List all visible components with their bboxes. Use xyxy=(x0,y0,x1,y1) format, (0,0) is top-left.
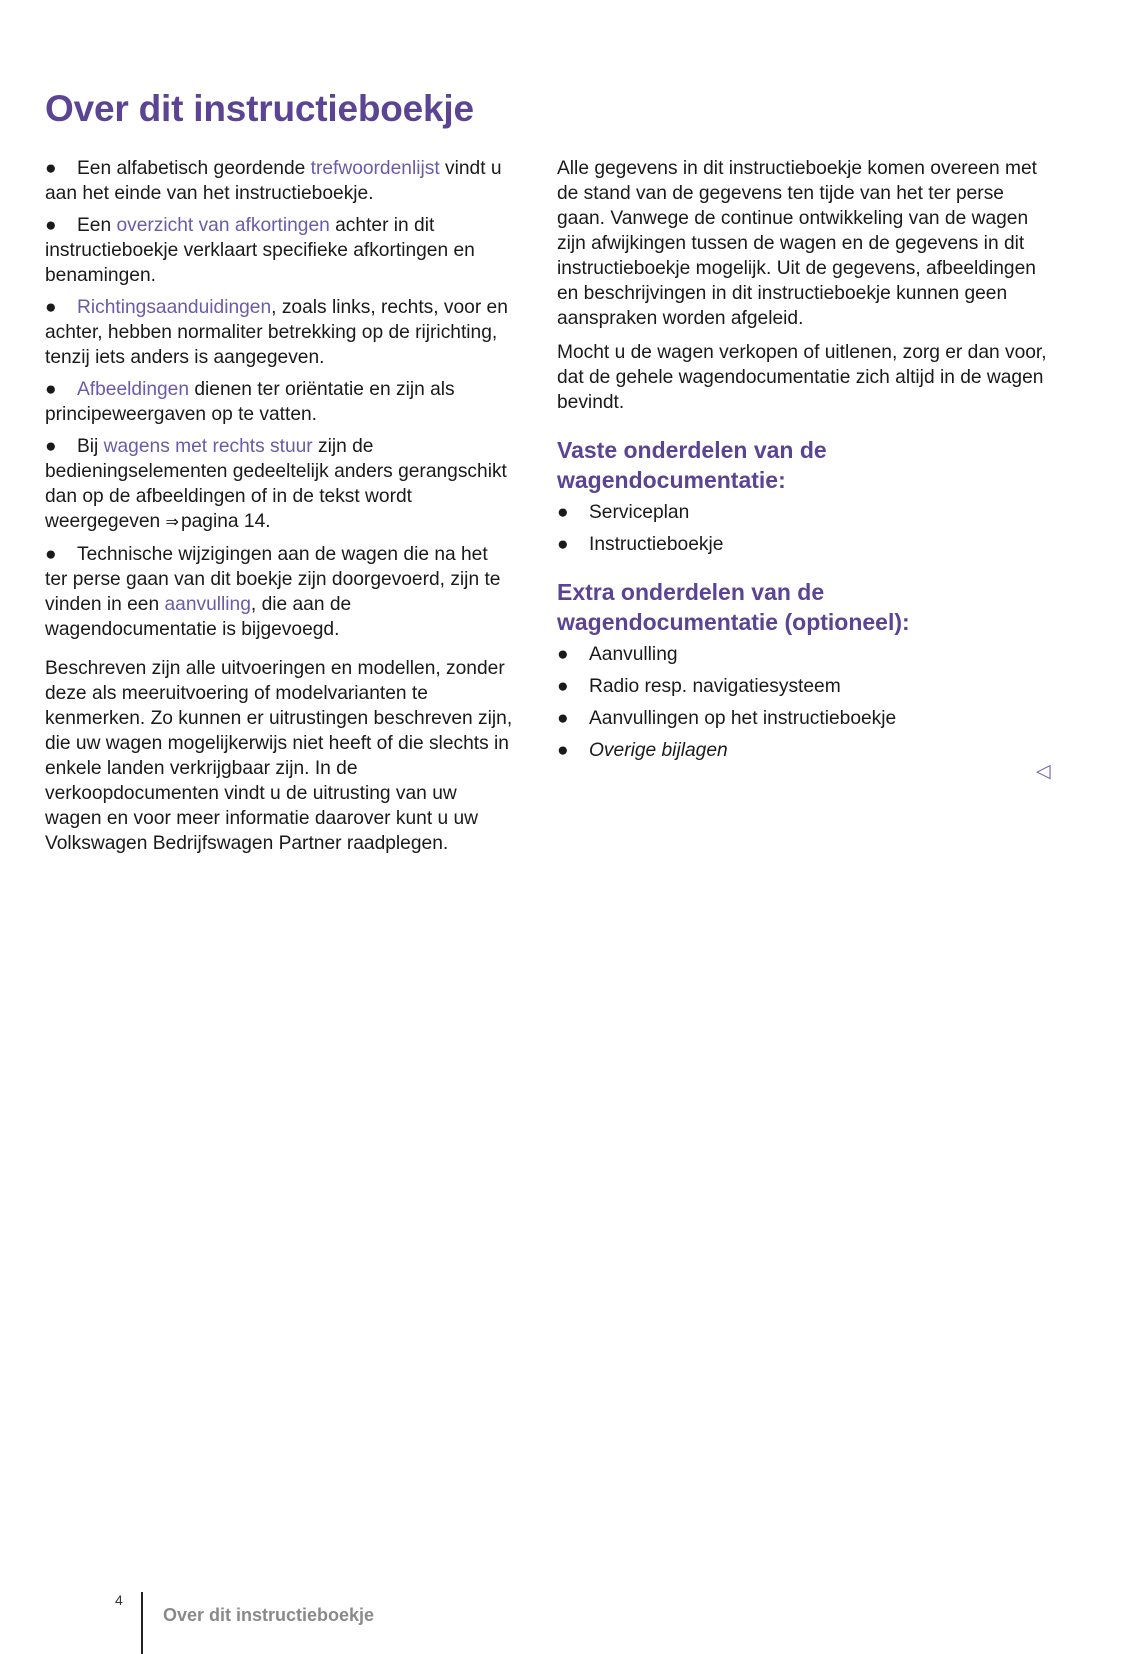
body-paragraph: Mocht u de wagen verkopen of uitlenen, zorg er dan voor, dat de gehele wagendocumentatie zich altijd in de wagen bevindt. xyxy=(557,342,1047,413)
bullet-dot: ● xyxy=(557,534,569,555)
bullet-text: vindt u aan het einde van het instructieboekje. xyxy=(45,158,502,204)
page-reference[interactable]: pagina 14. xyxy=(180,511,271,532)
bullet-dot: ● xyxy=(45,379,57,400)
list-item xyxy=(557,532,1047,557)
list-item-label: Aanvullingen op het instructieboekje xyxy=(589,708,897,729)
bullet-dot: ● xyxy=(45,297,57,318)
supplement-link[interactable]: aanvulling xyxy=(164,594,251,615)
page-number: 4 xyxy=(115,1592,123,1608)
list-item xyxy=(557,674,1047,699)
bullet-paragraph xyxy=(45,434,515,535)
right-hand-drive-link[interactable]: wagens met rechts stuur xyxy=(103,436,313,457)
bullet-dot: ● xyxy=(557,676,569,697)
bullet-paragraph xyxy=(45,213,515,288)
bullet-text: , zoals links, rechts, voor en achter, hebben normaliter betrekking op de rijrichting, tenzij iets anders is aangegeven. xyxy=(45,297,508,368)
left-column xyxy=(45,156,515,856)
bullet-paragraph xyxy=(45,295,515,370)
section-end-triangle-icon: ◁ xyxy=(1036,761,1051,782)
list-item xyxy=(557,706,1047,731)
right-column xyxy=(557,156,1047,770)
bullet-dot: ● xyxy=(45,215,57,236)
list-item xyxy=(557,500,1047,525)
images-link[interactable]: Afbeeldingen xyxy=(77,379,190,400)
list-item-label: Radio resp. navigatiesysteem xyxy=(589,676,841,697)
arrow-right-icon: ⇒ xyxy=(165,514,179,531)
list-item xyxy=(557,738,1047,763)
bullet-dot: ● xyxy=(45,158,57,179)
directions-link[interactable]: Richtingsaanduidingen xyxy=(77,297,272,318)
bullet-text: achter in dit instructieboekje verklaart specifieke afkortingen en benamingen. xyxy=(45,215,475,286)
bullet-text: zijn de bedieningselementen gedeeltelijk anders gerangschikt dan op de afbeeldingen of in de tekst wordt weergegeven xyxy=(45,436,507,532)
list-extra xyxy=(557,642,1047,763)
page-title: Over dit instructieboekje xyxy=(45,88,474,129)
bullet-dot: ● xyxy=(557,708,569,729)
bullet-text: Een xyxy=(77,215,117,236)
bullet-paragraph xyxy=(45,542,515,642)
index-link[interactable]: trefwoordenlijst xyxy=(310,158,440,179)
bullet-dot: ● xyxy=(557,644,569,665)
section-heading-vast: Vaste onderdelen van de wagendocumentatie: xyxy=(557,437,827,493)
footer-running-title: Over dit instructieboekje xyxy=(163,1605,375,1625)
bullet-dot: ● xyxy=(557,740,569,761)
bullet-dot: ● xyxy=(45,436,57,457)
bullet-paragraph xyxy=(45,156,515,206)
bullet-text: Een alfabetisch geordende xyxy=(77,158,311,179)
body-paragraph: Alle gegevens in dit instructieboekje komen overeen met de stand van de gegevens ten tijde van het ter perse gaan. Vanwege de continue ontwikkeling van de wagen zijn afwijkingen tussen de wagen en de gegevens in dit instructieboekje mogelijk. Uit de gegevens, afbeeldingen en beschrijvingen in dit instructieboekje kunnen geen aanspraken worden afgeleid. xyxy=(557,158,1037,329)
list-item-label: Instructieboekje xyxy=(589,534,724,555)
bullet-text: , die aan de wagendocumentatie is bijgevoegd. xyxy=(45,594,352,640)
list-item-label: Aanvulling xyxy=(589,644,678,665)
abbreviations-link[interactable]: overzicht van afkortingen xyxy=(116,215,330,236)
bullet-paragraph xyxy=(45,377,515,427)
bullet-dot: ● xyxy=(45,544,57,565)
body-paragraph: Beschreven zijn alle uitvoeringen en modellen, zonder deze als meeruitvoering of modelvarianten te kenmerken. Zo kunnen er uitrustingen beschreven zijn, die uw wagen mogelijkerwijs niet heeft of die slechts in enkele landen verkrijgbaar zijn. In de verkoopdocumenten vindt u de uitrusting van uw wagen en voor meer informatie daarover kunt u uw Volkswagen Bedrijfswagen Partner raadplegen. xyxy=(45,658,513,854)
list-vast xyxy=(557,500,1047,557)
bullet-text: dienen ter oriëntatie en zijn als principeweergaven op te vatten. xyxy=(45,379,455,425)
list-item-label: Serviceplan xyxy=(589,502,690,523)
footer-divider xyxy=(141,1592,143,1654)
section-heading-extra: Extra onderdelen van de wagendocumentatie (optioneel): xyxy=(557,579,910,635)
bullet-text: Bij xyxy=(77,436,104,457)
list-item xyxy=(557,642,1047,667)
bullet-dot: ● xyxy=(557,502,569,523)
bullet-text: Technische wijzigingen aan de wagen die na het ter perse gaan van dit boekje zijn doorgevoerd, zijn te vinden in een xyxy=(45,544,501,615)
list-item-label: Overige bijlagen xyxy=(589,740,728,761)
